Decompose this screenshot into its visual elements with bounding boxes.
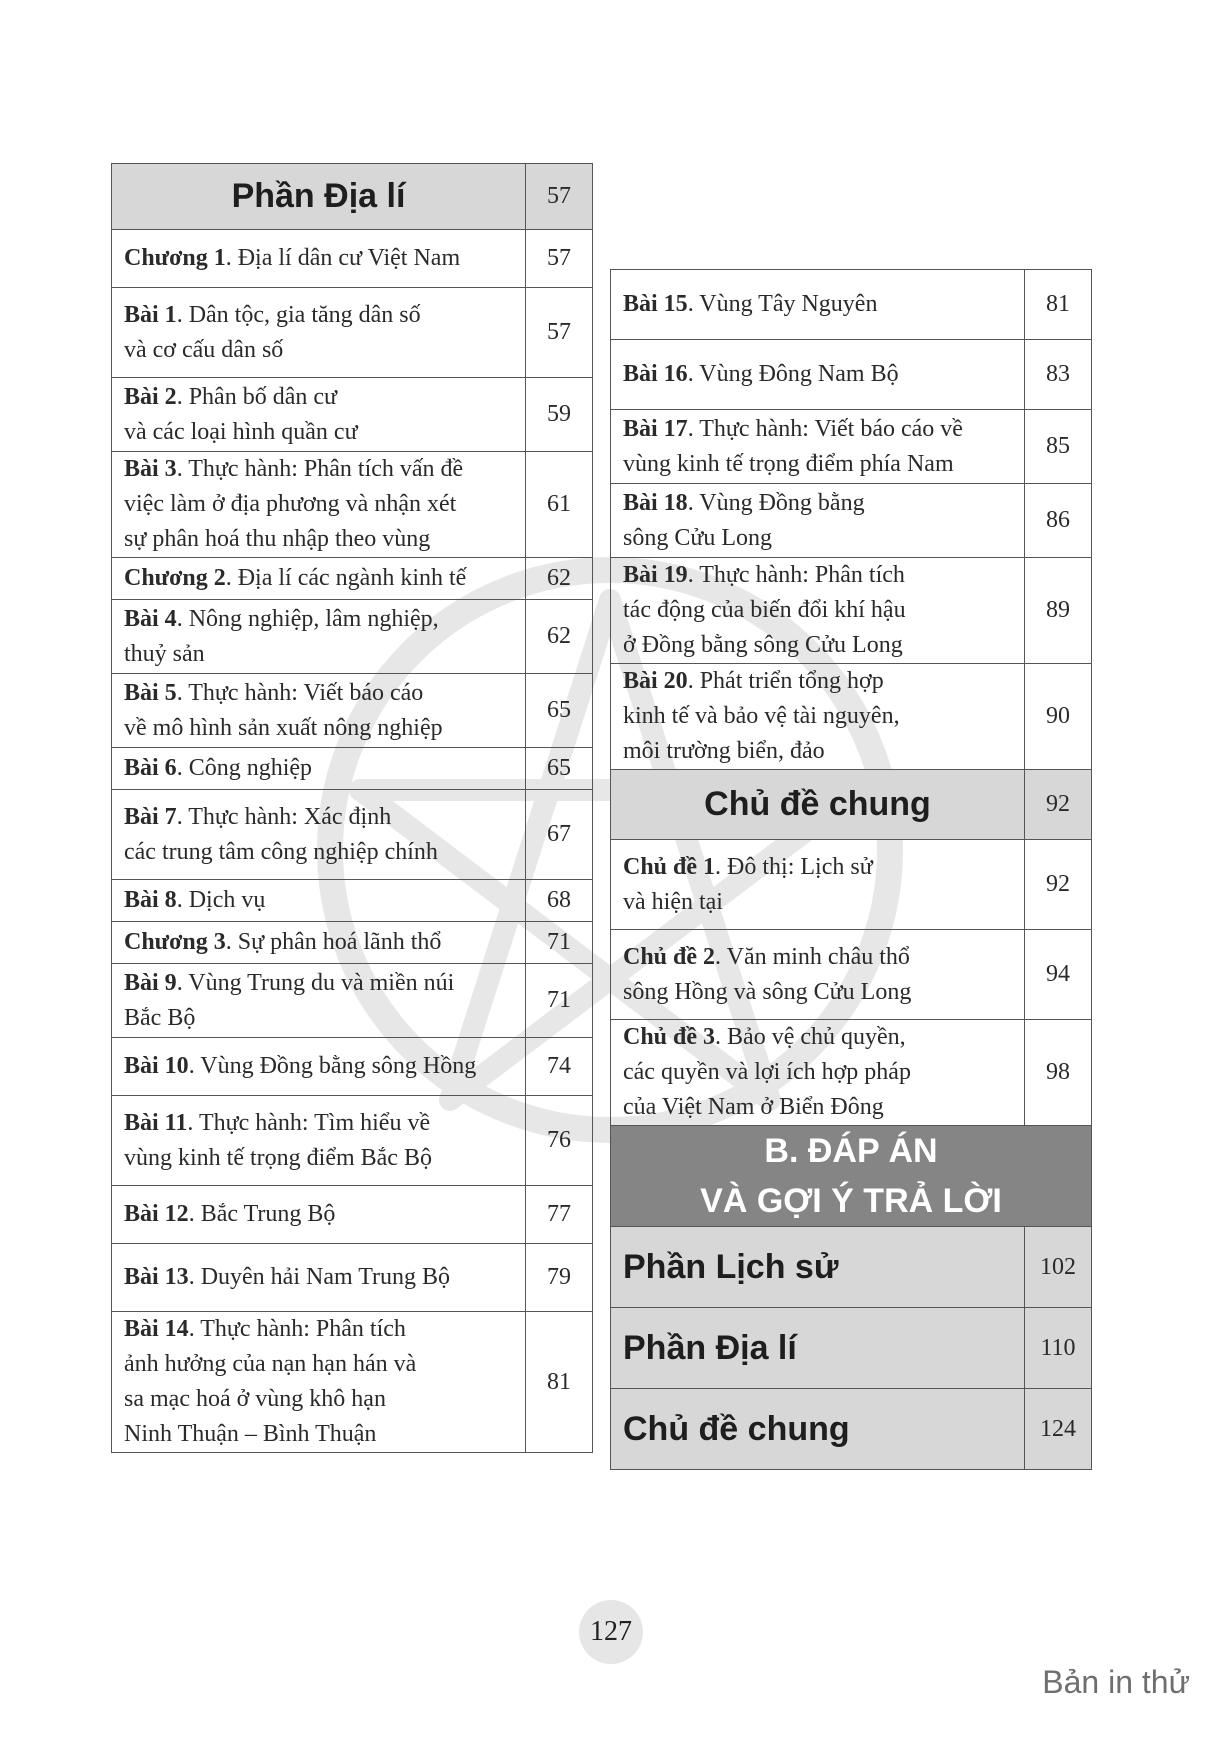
toc-entry-title: Bài 7. Thực hành: Xác định các trung tâm công nghiệp chính [112, 790, 526, 880]
toc-page-number: 90 [1025, 664, 1092, 770]
toc-row [112, 600, 593, 674]
toc-entry-label: Bài 16 [623, 361, 688, 387]
toc-entry-label: Bài 6 [124, 755, 177, 781]
toc-entry-text: Sự phân hoá lãnh thổ [237, 929, 442, 955]
toc-page-number: 83 [1025, 340, 1092, 410]
toc-row [112, 1096, 593, 1186]
toc-entry-label: Bài 20 [623, 668, 688, 694]
toc-body-right [611, 270, 1092, 1470]
toc-entry-title: Bài 19. Thực hành: Phân tích tác động của biến đổi khí hậu ở Đồng bằng sông Cửu Long [611, 558, 1025, 664]
toc-page-number: 67 [526, 790, 593, 880]
toc-entry-label: Bài 15 [623, 291, 688, 317]
toc-body-left [112, 164, 593, 1453]
toc-row [611, 1227, 1092, 1308]
toc-page-number: 85 [1025, 410, 1092, 484]
toc-page-number: 76 [526, 1096, 593, 1186]
answers-banner: B. ĐÁP ÁN VÀ GỢI Ý TRẢ LỜI [611, 1126, 1092, 1227]
toc-entry-title: Chương 2. Địa lí các ngành kinh tế [112, 558, 526, 600]
toc-row [611, 1389, 1092, 1470]
toc-entry-text: Địa lí các ngành kinh tế [237, 565, 467, 591]
toc-page-number: 86 [1025, 484, 1092, 558]
toc-row [112, 964, 593, 1038]
toc-entry-label: Bài 1 [124, 301, 177, 328]
toc-page-number: 62 [526, 600, 593, 674]
toc-page-number: 62 [526, 558, 593, 600]
toc-row [112, 880, 593, 922]
toc-entry-label: Bài 12 [124, 1201, 189, 1227]
toc-page-number: 89 [1025, 558, 1092, 664]
toc-entry-title: Bài 15. Vùng Tây Nguyên [611, 270, 1025, 340]
toc-row [611, 930, 1092, 1020]
toc-entry-title: Bài 5. Thực hành: Viết báo cáo về mô hình sản xuất nông nghiệp [112, 674, 526, 748]
toc-entry-label: Bài 19 [623, 562, 688, 588]
toc-entry-text: Thực hành: Viết báo cáo về vùng kinh tế trọng điểm phía Nam [623, 415, 963, 477]
toc-entry-title: Chủ đề 2. Văn minh châu thổ sông Hồng và sông Cửu Long [611, 930, 1025, 1020]
toc-entry-text: Vùng Đông Nam Bộ [699, 361, 899, 387]
toc-page-number: 71 [526, 964, 593, 1038]
toc-page-number: 57 [526, 230, 593, 288]
toc-entry-title: Chương 1. Địa lí dân cư Việt Nam [112, 230, 526, 288]
toc-entry-text: Dịch vụ [188, 887, 266, 913]
toc-row [112, 1038, 593, 1096]
toc-entry-label: Bài 2 [124, 383, 177, 410]
toc-row [611, 1126, 1092, 1227]
toc-page-number: 59 [526, 378, 593, 452]
toc-entry-text: Vùng Đồng bằng sông Hồng [200, 1053, 477, 1079]
toc-row [112, 1244, 593, 1312]
toc-row [112, 922, 593, 964]
toc-row [112, 558, 593, 600]
toc-entry-title: Chương 3. Sự phân hoá lãnh thổ [112, 922, 526, 964]
toc-entry-title: Bài 11. Thực hành: Tìm hiểu về vùng kinh tế trọng điểm Bắc Bộ [112, 1096, 526, 1186]
toc-row [611, 270, 1092, 340]
toc-row [112, 674, 593, 748]
toc-row [611, 840, 1092, 930]
toc-entry-text: Duyên hải Nam Trung Bộ [200, 1264, 451, 1290]
toc-entry-title: Bài 8. Dịch vụ [112, 880, 526, 922]
toc-page-number: 65 [526, 674, 593, 748]
toc-row [611, 558, 1092, 664]
toc-page-number: 57 [526, 164, 593, 230]
toc-page-number: 81 [526, 1312, 593, 1453]
toc-entry-label: Chủ đề 1 [623, 853, 716, 880]
toc-section-title: Chủ đề chung [611, 770, 1025, 840]
toc-page-number: 98 [1025, 1020, 1092, 1126]
toc-page-number: 92 [1025, 770, 1092, 840]
toc-entry-label: Bài 10 [124, 1053, 189, 1079]
toc-section-title: Phần Địa lí [112, 164, 526, 230]
toc-section-title: Phần Địa lí [611, 1308, 1025, 1389]
toc-page-number: 74 [526, 1038, 593, 1096]
toc-entry-text: Đô thị: Lịch sử và hiện tại [623, 853, 873, 915]
toc-row [112, 230, 593, 288]
toc-entry-title: Bài 14. Thực hành: Phân tích ảnh hưởng của nạn hạn hán và sa mạc hoá ở vùng khô hạn Ninh Thuận – Bình Thuận [112, 1312, 526, 1453]
toc-entry-text: Bảo vệ chủ quyền, các quyền và lợi ích hợp pháp của Việt Nam ở Biển Đông [623, 1024, 911, 1120]
toc-entry-label: Chủ đề 2 [623, 943, 716, 970]
toc-entry-text: Vùng Tây Nguyên [699, 291, 878, 317]
toc-page-number: 110 [1025, 1308, 1092, 1389]
toc-row [112, 378, 593, 452]
toc-page-number: 68 [526, 880, 593, 922]
toc-page-number: 79 [526, 1244, 593, 1312]
toc-row [611, 664, 1092, 770]
toc-section-title: Chủ đề chung [611, 1389, 1025, 1470]
toc-entry-title: Bài 16. Vùng Đông Nam Bộ [611, 340, 1025, 410]
toc-entry-text: Công nghiệp [188, 755, 313, 781]
toc-entry-label: Bài 11 [124, 1109, 188, 1136]
toc-entry-text: Địa lí dân cư Việt Nam [237, 245, 461, 271]
toc-row [112, 164, 593, 230]
toc-row [611, 340, 1092, 410]
toc-page-number: 61 [526, 452, 593, 558]
toc-page-number: 65 [526, 748, 593, 790]
page-number: 127 [579, 1600, 643, 1664]
toc-entry-text: Thực hành: Phân tích tác động của biến đổi khí hậu ở Đồng bằng sông Cửu Long [623, 562, 906, 658]
toc-entry-title: Bài 17. Thực hành: Viết báo cáo về vùng kinh tế trọng điểm phía Nam [611, 410, 1025, 484]
toc-entry-label: Bài 7 [124, 803, 177, 830]
toc-entry-text: Thực hành: Phân tích vấn đề việc làm ở địa phương và nhận xét sự phân hoá thu nhập theo vùng [124, 456, 464, 552]
toc-entry-label: Bài 3 [124, 456, 177, 482]
toc-page-number: 102 [1025, 1227, 1092, 1308]
toc-row [112, 1186, 593, 1244]
toc-row [112, 748, 593, 790]
toc-entry-text: Nông nghiệp, lâm nghiệp, thuỷ sản [124, 605, 439, 667]
toc-entry-label: Bài 13 [124, 1264, 189, 1290]
toc-page-number: 92 [1025, 840, 1092, 930]
toc-entry-label: Chương 3 [124, 929, 226, 955]
toc-page-number: 71 [526, 922, 593, 964]
toc-entry-title: Bài 12. Bắc Trung Bộ [112, 1186, 526, 1244]
toc-entry-title: Bài 6. Công nghiệp [112, 748, 526, 790]
toc-entry-title: Bài 9. Vùng Trung du và miền núi Bắc Bộ [112, 964, 526, 1038]
toc-entry-label: Bài 5 [124, 679, 177, 706]
toc-section-title: Phần Lịch sử [611, 1227, 1025, 1308]
toc-entry-label: Bài 17 [623, 415, 688, 442]
toc-table-left [111, 163, 593, 1453]
draft-label: Bản in thử [1042, 1664, 1190, 1700]
toc-entry-text: Thực hành: Xác định các trung tâm công nghiệp chính [124, 803, 438, 865]
toc-entry-label: Chương 1 [124, 245, 226, 271]
toc-entry-label: Bài 9 [124, 969, 177, 996]
toc-row [112, 452, 593, 558]
toc-entry-title: Bài 4. Nông nghiệp, lâm nghiệp, thuỷ sản [112, 600, 526, 674]
toc-row [611, 484, 1092, 558]
toc-entry-label: Chương 2 [124, 565, 226, 591]
toc-entry-title: Bài 13. Duyên hải Nam Trung Bộ [112, 1244, 526, 1312]
toc-table-right [610, 269, 1092, 1470]
toc-entry-text: Vùng Trung du và miền núi Bắc Bộ [124, 969, 455, 1031]
toc-entry-title: Chủ đề 3. Bảo vệ chủ quyền, các quyền và lợi ích hợp pháp của Việt Nam ở Biển Đông [611, 1020, 1025, 1126]
toc-page-number: 77 [526, 1186, 593, 1244]
toc-row [112, 288, 593, 378]
toc-entry-text: Thực hành: Viết báo cáo về mô hình sản xuất nông nghiệp [124, 679, 443, 741]
toc-entry-title: Bài 10. Vùng Đồng bằng sông Hồng [112, 1038, 526, 1096]
toc-entry-text: Phát triển tổng hợp kinh tế và bảo vệ tài nguyên, môi trường biển, đảo [623, 668, 900, 764]
toc-row [611, 1020, 1092, 1126]
toc-entry-label: Chủ đề 3 [623, 1024, 716, 1050]
toc-page-number: 124 [1025, 1389, 1092, 1470]
toc-entry-text: Bắc Trung Bộ [200, 1201, 336, 1227]
toc-page-number: 57 [526, 288, 593, 378]
toc-row [611, 770, 1092, 840]
toc-entry-text: Phân bố dân cư và các loại hình quần cư [124, 383, 358, 445]
toc-page-number: 94 [1025, 930, 1092, 1020]
toc-entry-label: Bài 8 [124, 887, 177, 913]
toc-row [611, 410, 1092, 484]
toc-entry-text: Văn minh châu thổ sông Hồng và sông Cửu Long [623, 943, 912, 1005]
toc-row [611, 1308, 1092, 1389]
toc-row [112, 1312, 593, 1453]
toc-entry-title: Bài 20. Phát triển tổng hợp kinh tế và bảo vệ tài nguyên, môi trường biển, đảo [611, 664, 1025, 770]
toc-entry-label: Bài 14 [124, 1316, 189, 1342]
toc-entry-text: Thực hành: Phân tích ảnh hưởng của nạn hạn hán và sa mạc hoá ở vùng khô hạn Ninh Thuận – Bình Thuận [124, 1316, 417, 1447]
toc-page-number: 81 [1025, 270, 1092, 340]
toc-row [112, 790, 593, 880]
toc-entry-title: Bài 2. Phân bố dân cư và các loại hình quần cư [112, 378, 526, 452]
toc-entry-text: Vùng Đồng bằng sông Cửu Long [623, 489, 865, 551]
toc-entry-title: Chủ đề 1. Đô thị: Lịch sử và hiện tại [611, 840, 1025, 930]
toc-entry-title: Bài 1. Dân tộc, gia tăng dân số và cơ cấu dân số [112, 288, 526, 378]
toc-entry-label: Bài 18 [623, 489, 688, 516]
toc-entry-title: Bài 3. Thực hành: Phân tích vấn đề việc làm ở địa phương và nhận xét sự phân hoá thu nhập theo vùng [112, 452, 526, 558]
toc-entry-title: Bài 18. Vùng Đồng bằng sông Cửu Long [611, 484, 1025, 558]
toc-entry-text: Dân tộc, gia tăng dân số và cơ cấu dân số [124, 301, 421, 363]
toc-entry-label: Bài 4 [124, 605, 177, 632]
toc-entry-text: Thực hành: Tìm hiểu về vùng kinh tế trọng điểm Bắc Bộ [124, 1109, 432, 1171]
